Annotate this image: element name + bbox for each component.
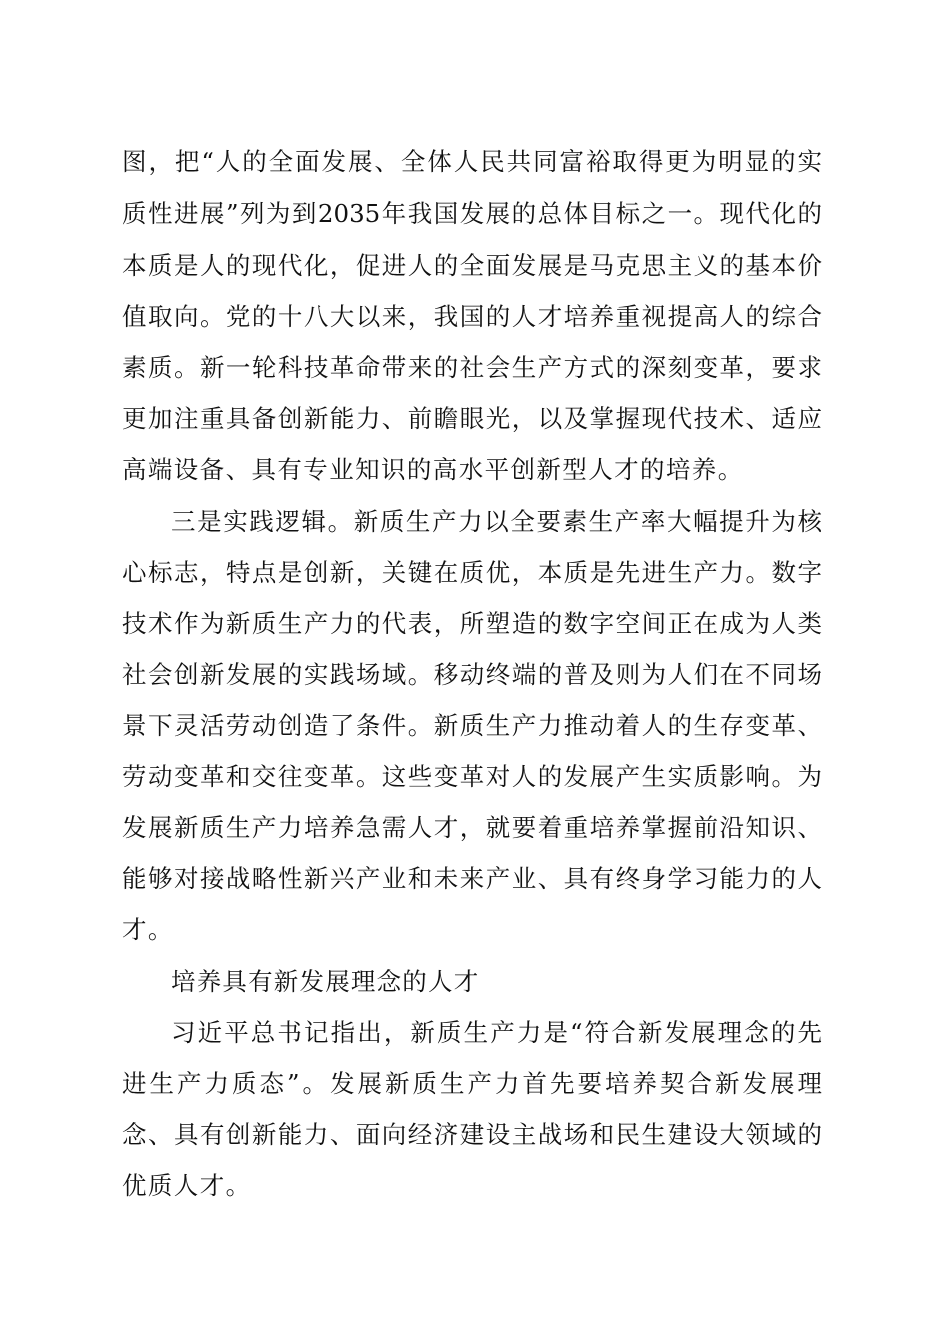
paragraph-2-line-9: 才。 bbox=[122, 915, 174, 944]
paragraph-3-line-1: 习近平总书记指出，新质生产力是“符合新发展理念的先 bbox=[171, 1018, 822, 1047]
paragraph-2-line-8: 能够对接战略性新兴产业和未来产业、具有终身学习能力的人 bbox=[122, 864, 822, 893]
paragraph-1-line-2: 质性进展”列为到2035年我国发展的总体目标之一。现代化的 bbox=[122, 199, 822, 228]
paragraph-3-line-2: 进生产力质态”。发展新质生产力首先要培养契合新发展理 bbox=[122, 1069, 822, 1098]
paragraph-1-line-3: 本质是人的现代化，促进人的全面发展是马克思主义的基本价 bbox=[122, 251, 822, 280]
paragraph-1-line-5: 素质。新一轮科技革命带来的社会生产方式的深刻变革，要求 bbox=[122, 353, 822, 382]
paragraph-2-line-2: 心标志，特点是创新，关键在质优，本质是先进生产力。数字 bbox=[122, 558, 822, 587]
paragraph-1-line-6: 更加注重具备创新能力、前瞻眼光，以及掌握现代技术、适应 bbox=[122, 404, 822, 433]
paragraph-2-line-6: 劳动变革和交往变革。这些变革对人的发展产生实质影响。为 bbox=[122, 762, 822, 791]
paragraph-3-line-4: 优质人才。 bbox=[122, 1171, 252, 1200]
paragraph-2-line-1: 三是实践逻辑。新质生产力以全要素生产率大幅提升为核 bbox=[171, 507, 822, 536]
section-heading: 培养具有新发展理念的人才 bbox=[171, 967, 480, 996]
paragraph-2-line-5: 景下灵活劳动创造了条件。新质生产力推动着人的生存变革、 bbox=[122, 711, 822, 740]
paragraph-1-line-4: 值取向。党的十八大以来，我国的人才培养重视提高人的综合 bbox=[122, 302, 822, 331]
paragraph-2-line-7: 发展新质生产力培养急需人才，就要着重培养掌握前沿知识、 bbox=[122, 813, 822, 842]
paragraph-1-line-7: 高端设备、具有专业知识的高水平创新型人才的培养。 bbox=[122, 455, 744, 484]
paragraph-3-line-3: 念、具有创新能力、面向经济建设主战场和民生建设大领域的 bbox=[122, 1120, 822, 1149]
paragraph-2-line-3: 技术作为新质生产力的代表，所塑造的数字空间正在成为人类 bbox=[122, 609, 822, 638]
paragraph-1-line-1: 图，把“人的全面发展、全体人民共同富裕取得更为明显的实 bbox=[122, 147, 822, 176]
paragraph-2-line-4: 社会创新发展的实践场域。移动终端的普及则为人们在不同场 bbox=[122, 660, 822, 689]
